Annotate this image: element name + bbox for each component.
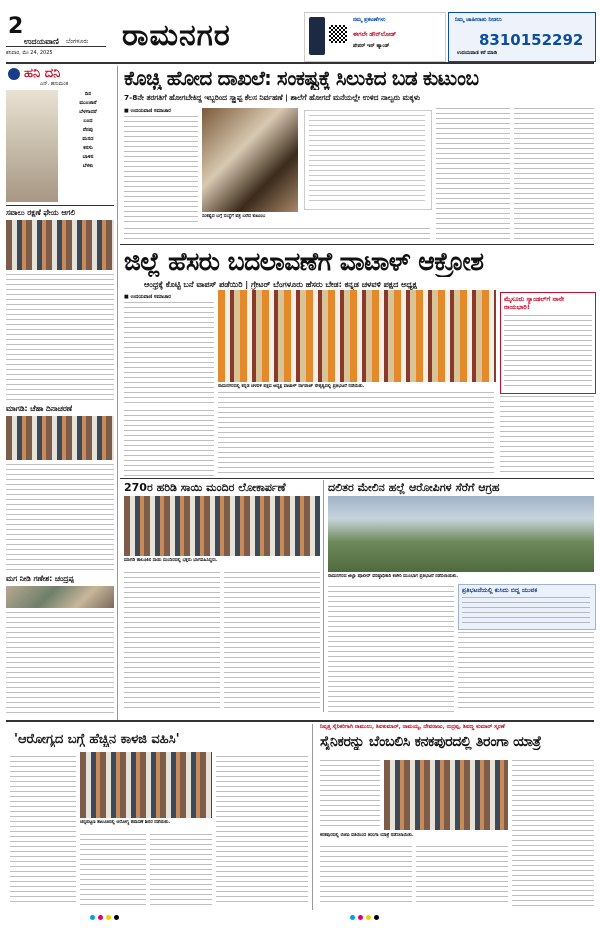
left-headline-3: ಮಗ ನೀಡಿ ಗಣೇಶ: ಚಂದ್ರಪ್ಪ <box>6 574 74 583</box>
section-title: ರಾಮನಗರ <box>122 18 231 53</box>
left-photo-2 <box>6 416 114 460</box>
story6-photo <box>384 760 508 830</box>
story3-headline: 270ರ ಹರಿಡಿ ಸಾಯಿ ಮಂದಿರ ಲೋಕಾರ್ಪಣೆ <box>124 481 286 494</box>
left-headline-2: ಮಾಗಡಿ: ಚೆಹಾ ದಿನಾಚರಣೆ <box>6 404 73 413</box>
phone-graphic <box>309 17 325 55</box>
date: ಶನಿವಾರ, ಮೇ 24, 2025 <box>6 50 53 56</box>
story2-caption: ರಾಮನಗರದಲ್ಲಿ ಕನ್ನಡ ಚಳವಳಿ ಪಕ್ಷದ ಅಧ್ಯಕ್ಷ ವಾಟಾಳ್ ನಾಗರಾಜ್ ನೇತೃತ್ವದಲ್ಲಿ ಪ್ರತಿಭಟನೆ ನಡೆಯಿತು. <box>218 384 365 389</box>
story6-kicker: ನಿವೃತ್ತ ಸೈನಿಕರಿಗಾಗಿ ರಾಮುಲು, ಶಿವಕುಮಾರ್, ರಾಮಯ್ಯ, ದೇವರಾಜು, ರುದ್ರಪ್ಪ, ಶಿವಣ್ಣ ಕುಮಾರ್ ಸ್ಮರಣೆ <box>320 724 505 730</box>
left-photo-1 <box>6 220 114 270</box>
qr-code <box>329 25 347 43</box>
left-photo-3 <box>6 586 114 608</box>
ad-phone: 8310152292 <box>479 31 584 49</box>
app-ad[interactable]: ನಮ್ಮ ಪ್ರಕಟಣೆಗಳು ಈಗಲೇ ಡೌನ್‌ಲೋಡ್ ಪೇಪರ್ ಇನ್ ಹ್ಯಾಂಡ್ <box>304 12 446 62</box>
story1-subhead: 7-8ನೇ ತರಗತಿಗೆ ಹೋಗಬೇಕಿದ್ದ ಇಬ್ಬರಿಂದ ಸ್ಕ್ರ್ಯಾಪ್ಟ ಕೆಲಸ ನಿರ್ವಹಣೆ | ಶಾಲೆಗೆ ಹೋಗದೆ ಮನೆಯಲ್ಲೇ ಉಳಿದ ನಾಲ್ವರು ಮಕ್ಕಳು <box>124 93 421 102</box>
story5-photo <box>80 752 212 818</box>
registration-marks <box>90 914 510 922</box>
honey-poem: ದಿನ ಮುಂಜಾನೆ ಬೆಳಗಾದರೆ ಬಂದ ನೆನಪು ಮನದ ಕನಸು ಬಾಳಿನ ಬೆಳಕು <box>79 91 97 169</box>
paper-name: ಉದಯವಾಣಿ <box>24 37 59 46</box>
story3-caption: ಮಾಗಡಿ ತಾಲೂಕಿನ ಸಾಯಿ ಮಂದಿರದಲ್ಲಿ ಭಕ್ತರು ಭಾಗವಹಿಸಿದ್ದರು. <box>124 558 218 563</box>
honey-author: ಎನ್. ಹನುಮಂತ <box>40 81 69 87</box>
story6-headline: ಸೈನಿಕರನ್ನು ಬೆಂಬಲಿಸಿ ಕನಕಪುರದಲ್ಲಿ ತಿರಂಗಾ ಯಾತ್ರೆ <box>320 734 541 750</box>
story2-headline: ಜಿಲ್ಲೆ ಹೆಸರು ಬದಲಾವಣೆಗೆ ವಾಟಾಳ್ ಆಕ್ರೋಶ <box>124 247 484 276</box>
honey-logo <box>8 68 20 80</box>
author-photo <box>6 90 58 202</box>
ad-call-box[interactable]: ನಿಮ್ಮ ಜಾಹೀರಾತು ನೀಡಲು 8310152292 ಉದಯವಾಣಿ ಕರೆ ಮಾಡಿ <box>448 12 596 62</box>
story2-subhead: ಆಂಧ್ರಕ್ಕೆ ಕೊಟ್ಟಿ ಬನೆ ವಾಪಸ್ ಪಡೆಯಿರಿ | ಗ್ರೇಟರ್ ಬೆಂಗಳೂರು ಹೆಸರು ಬೇಡ: ಕನ್ನಡ ಚಳವಳಿ ಪಕ್ಷದ ಅಧ್ಯಕ್ಷ <box>144 280 417 289</box>
edition: ಬೆಂಗಳೂರು <box>66 38 89 45</box>
story1-quote <box>304 110 432 210</box>
story4-headline: ದಲಿತರ ಮೇಲಿನ ಹಲ್ಲೆ ಆರೋಪಿಗಳ ಸೆರೆಗೆ ಆಗ್ರಹ <box>328 481 500 494</box>
story1-caption: ಸಂಕಷ್ಟದ ಬಗ್ಗೆ ಸಂಸ್ಥೆಗೆ ಪತ್ರ ಬರೆದ ಕುಟುಂಬ <box>202 214 266 219</box>
left-headline-1: ಸವಾಲು ರಕ್ಷಣೆ ಫೇಯ ಆಗಲಿ <box>6 208 76 217</box>
story4-caption: ರಾಮನಗರದ ಜಿಲ್ಲಾ ಪೊಲೀಸ್ ವರಿಷ್ಠಾಧಿಕಾರಿ ಕಚೇರಿ ಮುಂಭಾಗ ಪ್ರತಿಭಟನೆ ನಡೆಸಲಾಯಿತು. <box>328 574 459 579</box>
story1-photo <box>202 108 298 212</box>
story2-side-box: ಮೈಸೂರು ಸ್ಯಾಂಡಲ್‌ಗೆ ನಾನೇ ರಾಯಭಾರಿ! <box>500 292 596 394</box>
story1-byline: ■ ಉದಯವಾಣಿ ಸಮಾಚಾರ <box>124 108 171 114</box>
story5-caption: ಚನ್ನಪಟ್ಟಣ ತಾಲೂಕಿನಲ್ಲಿ ಆರೋಗ್ಯ ತಪಾಸಣೆ ಶಿಬಿರ ನಡೆಯಿತು. <box>80 820 171 825</box>
honey-title: ಹನಿ ದನಿ <box>24 66 61 81</box>
story2-byline: ■ ಉದಯವಾಣಿ ಸಮಾಚಾರ <box>124 294 171 300</box>
story2-photo <box>218 290 496 382</box>
story5-headline: 'ಆರೋಗ್ಯದ ಬಗ್ಗೆ ಹೆಚ್ಚಿನ ಕಾಳಜಿ ವಹಿಸಿ' <box>14 732 180 747</box>
story4-box: ಪ್ರತಿಭಟನೆಯಲ್ಲಿ ಕುಸಿದು ಬಿದ್ದ ಯುವಕ <box>458 584 596 630</box>
story4-photo <box>328 496 594 572</box>
story6-caption: ಕನಕಪುರದಲ್ಲಿ ಬಿಜೆಪಿ ವತಿಯಿಂದ ತಿರಂಗಾ ಯಾತ್ರೆ ನಡೆಸಲಾಯಿತು. <box>320 833 414 838</box>
story1-headline: ಕೊಚ್ಚಿ ಹೋದ ದಾಖಲೆ: ಸಂಕಷ್ಟಕ್ಕೆ ಸಿಲುಕಿದ ಬಡ ಕುಟುಂಬ <box>124 66 479 90</box>
story3-photo <box>124 496 320 556</box>
page-number: 2 <box>8 14 24 39</box>
